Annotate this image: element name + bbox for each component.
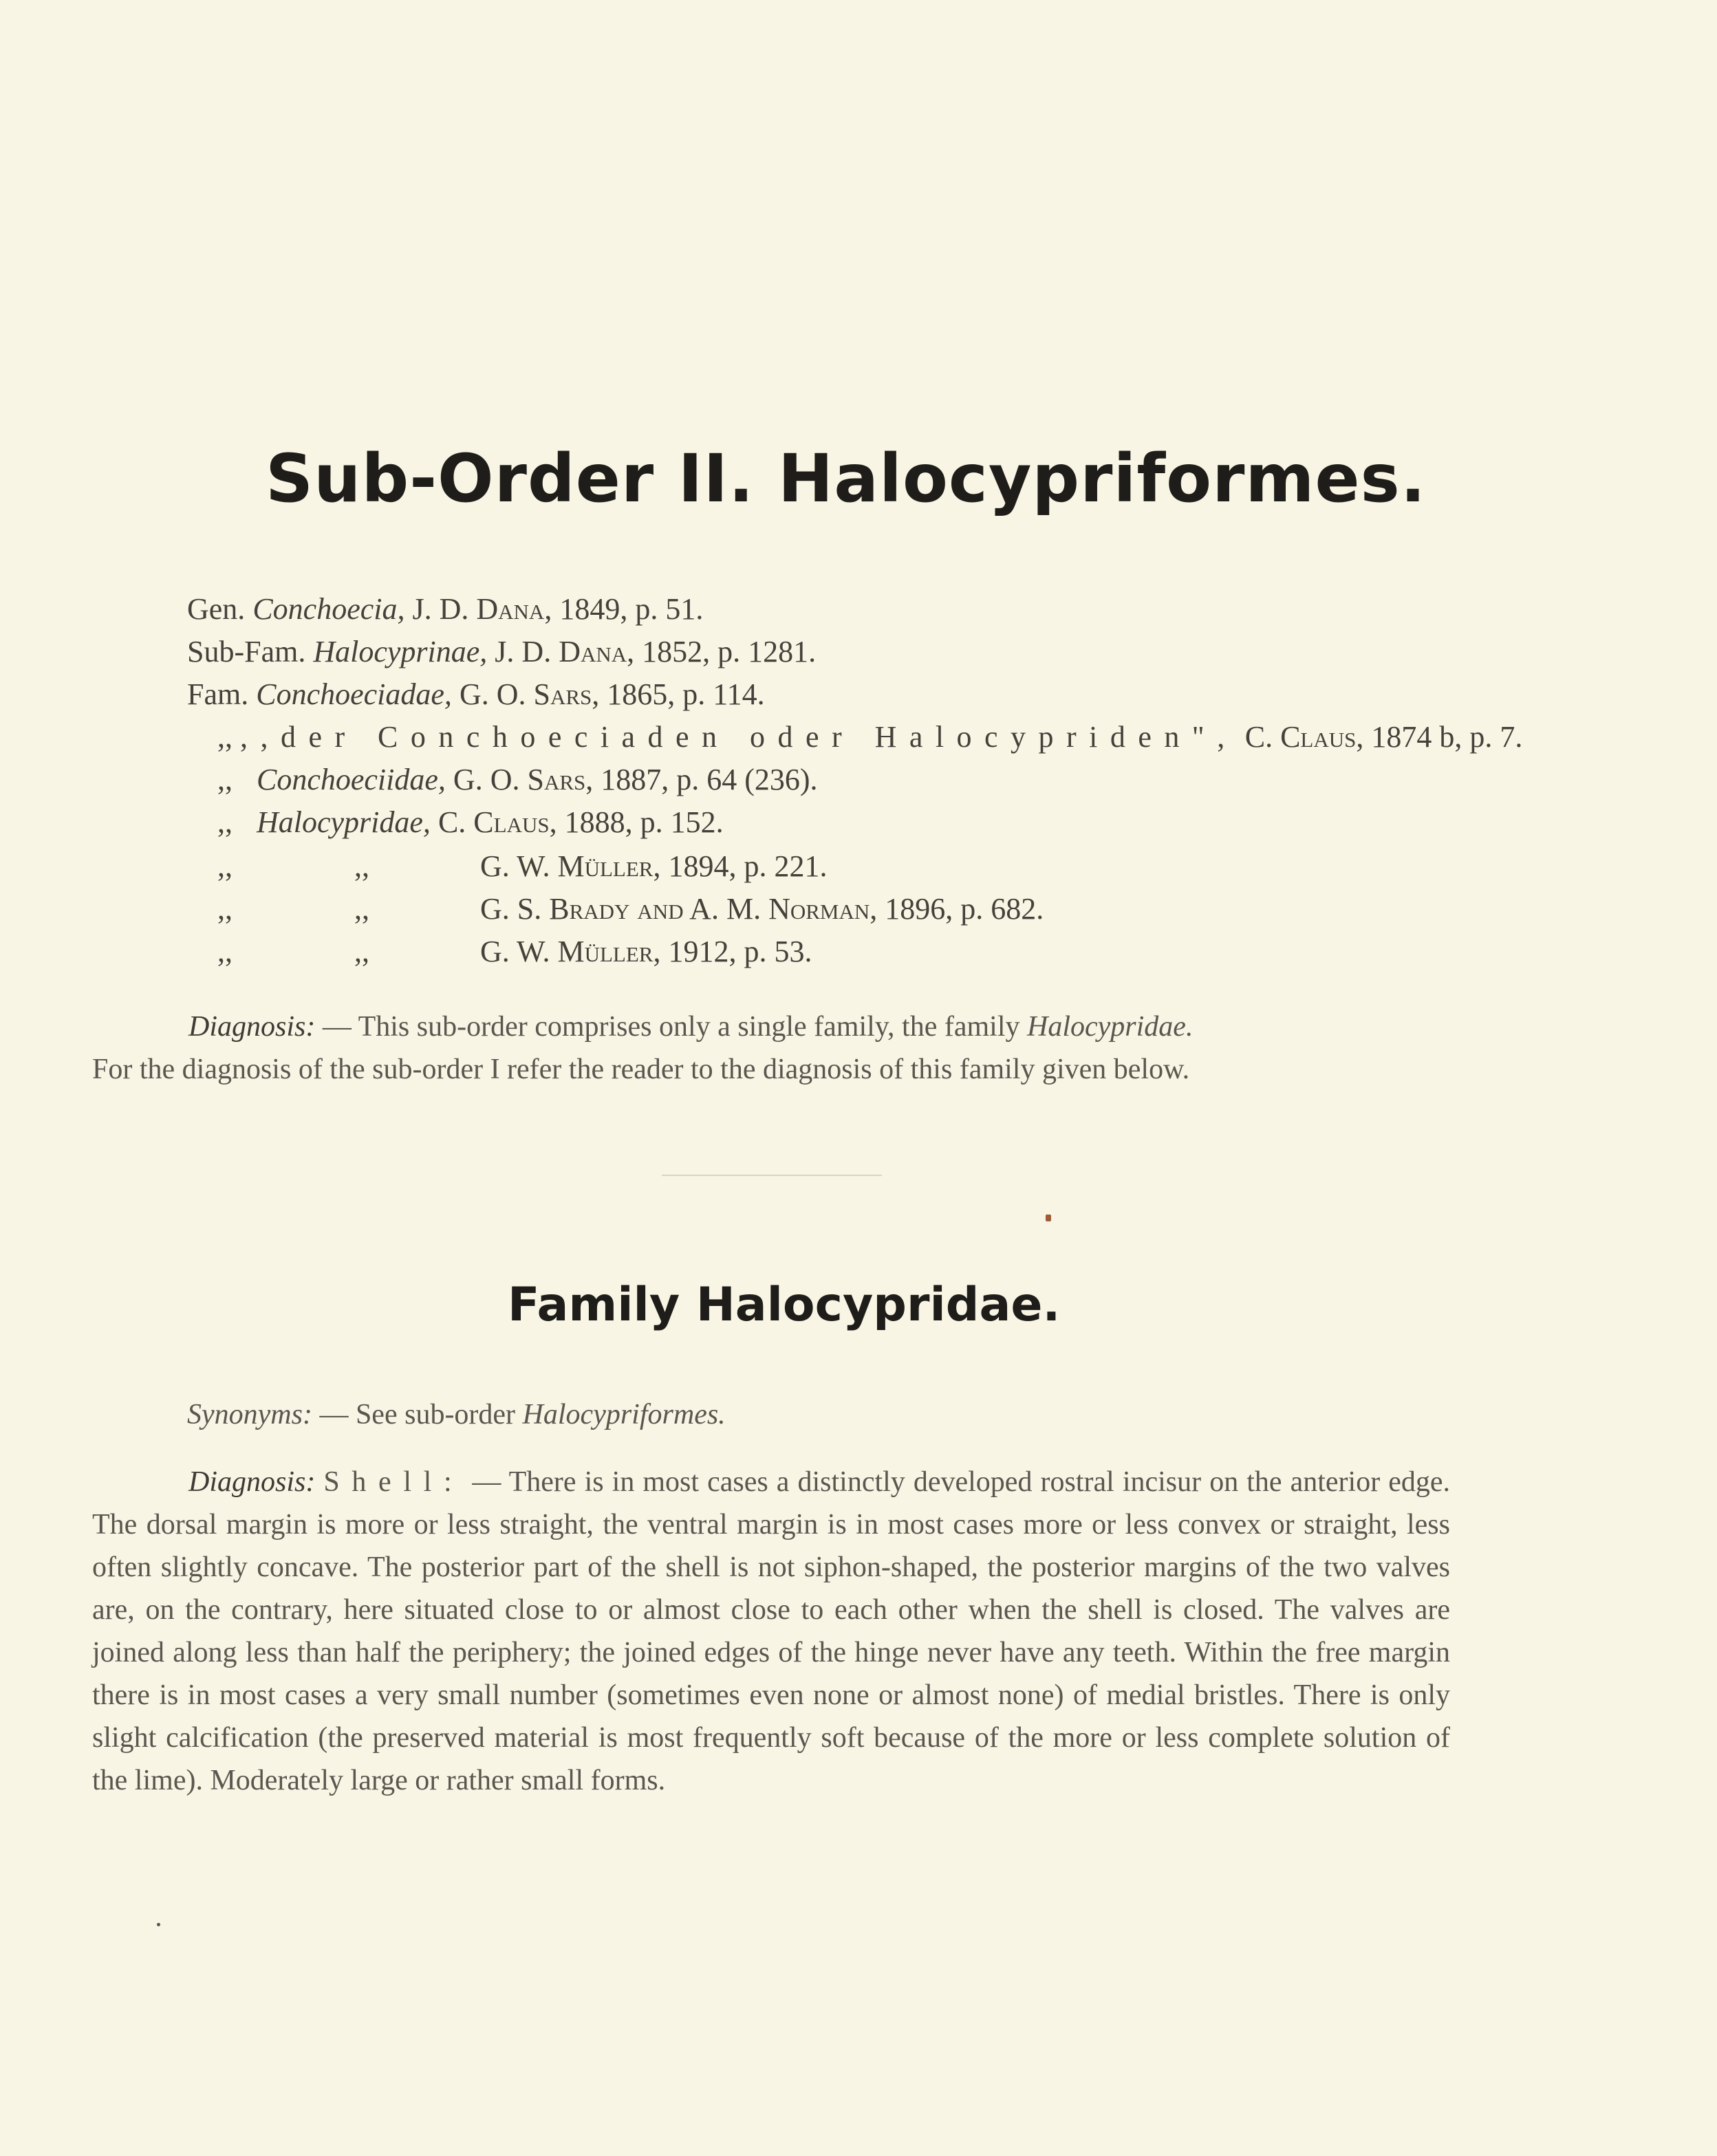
synonym-name: Halocyprinae, <box>313 635 488 668</box>
synonym-line-3 <box>187 679 765 710</box>
synonym-ref: 1852, p. 1281. <box>642 635 817 668</box>
ink-dot <box>157 1923 160 1926</box>
synonym-author: G. W. Müller, <box>480 849 661 883</box>
synonym-ref: 1849, p. 51. <box>559 592 704 626</box>
synonym-line-8 <box>217 894 1044 924</box>
synonym-name: Conchoeciadae, <box>256 677 452 711</box>
synonym-prefix: Sub-Fam. <box>187 635 306 668</box>
synonym-line-7 <box>217 851 827 882</box>
synonyms-ref: Halocypriformes. <box>522 1399 726 1430</box>
diagnosis-family: Halocypridae. <box>1027 1011 1194 1043</box>
synonym-line-9 <box>217 937 812 967</box>
synonym-ref: 1887, p. 64 (236). <box>601 763 818 796</box>
synonym-line-5 <box>217 765 818 795</box>
synonyms-label: Synonyms: <box>187 1399 312 1430</box>
synonym-ref: 1865, p. 114. <box>607 677 765 711</box>
synonym-ditto: ,, <box>354 849 369 883</box>
section-divider <box>662 1175 882 1176</box>
synonym-prefix: ,, <box>217 805 233 839</box>
synonym-prefix: Fam. <box>187 677 249 711</box>
diagnosis-text: — This sub-order comprises only a single family, the family <box>322 1011 1020 1043</box>
synonym-prefix: ,, <box>217 763 233 796</box>
diagnosis-text-continued: For the diagnosis of the sub-order I refer the reader to the diagnosis of this family given below. <box>92 1054 1190 1085</box>
synonym-author: G. O. Sars, <box>453 763 594 796</box>
synonym-ref: 1894, p. 221. <box>668 849 828 883</box>
suborder-title: Sub-Order II. Halocypriformes. <box>266 440 1427 517</box>
synonym-line-6 <box>217 807 724 838</box>
diagnosis-text: — There is in most cases a distinctly developed rostral incisur on the anterior edge. The dorsal margin is more or less straight, the ventral margin is in most cases more or less convex or straight, less often slightly concave. The posterior part of the shell is not siphon-shaped, the posterior margins of the two valves are, on the contrary, here situated close to or almost close to each other when the shell is closed. The valves are joined along less than half the periphery; the joined edges of the hinge never have any teeth. Within the free margin there is in most cases a very small number (sometimes even none or almost none) of medial bristles. There is only slight calcification (the preserved material is most frequently soft because of the more or less complete solution of the lime). Moderately large or rather small forms. <box>92 1466 1451 1796</box>
synonym-prefix: ,, <box>217 849 233 883</box>
synonym-author: G. W. Müller, <box>480 935 661 968</box>
diagnosis-label: Diagnosis: <box>188 1011 316 1043</box>
synonym-prefix: ,, <box>217 935 233 968</box>
synonym-ref: 1912, p. 53. <box>668 935 812 968</box>
synonym-line-4 <box>217 722 1522 752</box>
synonym-name: Halocypridae, <box>257 805 431 839</box>
family-title: Family Halocypridae. <box>508 1278 1061 1332</box>
synonym-author: J. D. Dana, <box>495 635 635 668</box>
synonym-ref: 1888, p. 152. <box>564 805 724 839</box>
synonym-name: Conchoecia, <box>252 592 405 626</box>
synonym-author: C. Claus, <box>438 805 557 839</box>
synonyms-text: — See sub-order <box>319 1399 516 1430</box>
synonym-ditto: ,, <box>354 892 369 926</box>
synonym-prefix: ,, <box>217 892 233 926</box>
synonym-ditto: ,, <box>354 935 369 968</box>
synonym-prefix: Gen. <box>187 592 246 626</box>
ink-speck <box>1046 1215 1051 1221</box>
synonym-quote: ,,der Conchoeciaden oder Halocypriden", <box>240 720 1238 754</box>
synonym-author: G. O. Sars, <box>459 677 600 711</box>
synonym-ref: 1896, p. 682. <box>885 892 1044 926</box>
diagnosis-shell: Shell: <box>323 1466 464 1498</box>
synonym-name: Conchoeciidae, <box>257 763 446 796</box>
synonym-author: C. Claus, <box>1244 720 1364 754</box>
synonym-ref: 1874 b, p. 7. <box>1371 720 1523 754</box>
synonym-line-2 <box>187 637 816 667</box>
synonym-author: G. S. Brady and A. M. Norman, <box>480 892 878 926</box>
family-diagnosis <box>92 1461 1450 1802</box>
suborder-diagnosis <box>92 1005 1450 1091</box>
family-synonyms <box>187 1400 726 1429</box>
synonym-prefix: ,, <box>217 720 233 754</box>
synonym-line-1 <box>187 594 703 624</box>
diagnosis-label: Diagnosis: <box>188 1466 316 1498</box>
synonym-author: J. D. Dana, <box>412 592 552 626</box>
